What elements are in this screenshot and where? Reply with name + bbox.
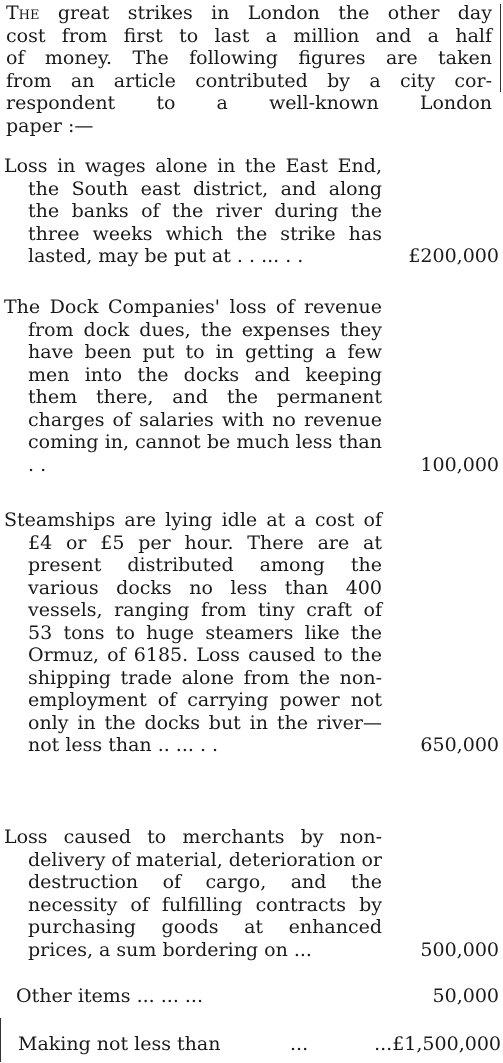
loss-item-dock-companies — [4, 296, 501, 476]
loss-item-text: Steamships are lying idle at a cost of £4 or £5 per hour. There are at present distributed among the various docks no less than 400 vessels, ranging from tiny craft of 53 tons to huge steamers like the Ormuz, of 6185. Loss caused to the shipping trade alone from the non-employment of carrying power not only in the docks but in the river—not less than .. ... . . — [4, 509, 382, 756]
loss-item-amount: 50,000 — [432, 985, 499, 1007]
intro-line-3: of money. The following figures are taken — [6, 47, 492, 69]
column-rule-left — [0, 1018, 1, 1062]
loss-item-amount: 500,000 — [420, 938, 499, 961]
loss-item-amount: 650,000 — [420, 734, 499, 756]
loss-item-text: Loss caused to merchants by non-delivery of material, deterioration or destruction of cargo, and the necessity of fulfilling contracts by purchasing goods at enhanced prices, a sum bordering on ... — [4, 826, 383, 961]
intro-line-5: respondent to a well-known London — [6, 92, 492, 114]
loss-item-wages — [4, 155, 501, 268]
total-amount: ...£1,500,000 — [374, 1033, 501, 1055]
intro-line-1-text: great strikes in London the other day — [57, 2, 492, 24]
intro-paragraph — [6, 2, 492, 137]
total-dots: ... — [290, 1033, 309, 1055]
intro-line-4: from an article contributed by a city cor- — [6, 69, 492, 92]
total-label: Making not less than — [18, 1033, 221, 1055]
loss-item-text: Loss in wages alone in the East End, the South east district, and along the banks of the river during the three weeks which the strike has lasted, may be put at . . ... . . — [4, 155, 382, 267]
loss-item-merchants — [4, 826, 501, 961]
intro-line-2: cost from first to last a million and a half — [6, 24, 492, 47]
column-rule-right — [500, 4, 501, 92]
loss-item-amount: £200,000 — [408, 245, 499, 267]
loss-item-other — [4, 985, 501, 1008]
intro-lead-word: The — [6, 2, 40, 24]
intro-line-6: paper :— — [6, 114, 94, 137]
loss-item-amount: 100,000 — [420, 453, 499, 476]
loss-item-text: Other items ... ... ... — [16, 985, 204, 1007]
intro-line-1 — [6, 2, 492, 25]
loss-item-steamships — [4, 509, 501, 757]
loss-item-text: The Dock Companies' loss of revenue from dock dues, the expenses they have been put to in getting a few men into the docks and keeping them there, and the permanent charges of salaries with no revenue coming in, cannot be much less than . . — [4, 296, 382, 476]
